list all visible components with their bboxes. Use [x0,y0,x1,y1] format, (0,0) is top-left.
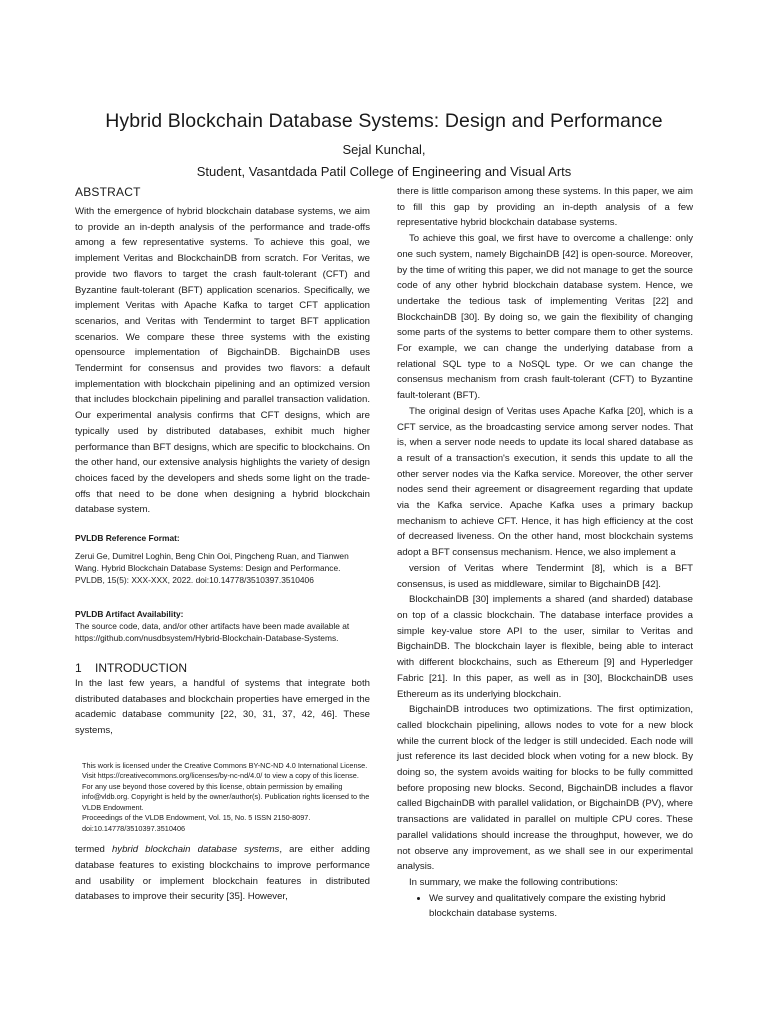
artifact-text: The source code, data, and/or other artifacts have been made available at https://github.com/nusdbsystem/Hybrid-Blockchain-Database-Systems. [75,621,350,644]
right-column [397,184,693,922]
abstract-heading: ABSTRACT [75,185,141,199]
left-column [75,184,370,905]
paper-title: Hybrid Blockchain Database Systems: Design and Performance [105,110,663,132]
right-paragraph-1: there is little comparison among these systems. In this paper, we aim to fill this gap by providing an in-depth analysis of a few representative hybrid blockchain database systems. [397,186,693,229]
right-paragraph-4: version of Veritas where Tendermint [8], which is a BFT consensus, is used as middleware, similar to BigchainDB [42]. [397,562,693,590]
author-name: Sejal Kunchal, [342,142,426,157]
license-footnote [75,761,370,835]
intro-continued-pre: termed [75,844,112,856]
reference-citation: PVLDB, 15(5): XXX-XXX, 2022. doi:10.14778/3510397.3510406 [75,575,314,586]
intro-continued-term: hybrid blockchain database systems [111,844,280,856]
right-paragraph-2: To achieve this goal, we first have to overcome a challenge: only one such system, namely BigchainDB [42] is open-source. Moreover, by the time of writing this paper, we did not manage to get the source code of any other hybrid blockchain database system. Hence, we undertake the tedious task of implementing Veritas [22] and BlockchainDB [30]. By doing so, we gain the flexibility of changing some parts of the systems to better compare them to other systems. For example, we can change the underlying database from a relational SQL type to a NoSQL type. Or we can change the consensus mechanism from crash fault-tolerant (CFT) to Byzantine fault-tolerant (BFT). [397,233,693,402]
intro-continued [75,842,370,905]
author-affiliation: Student, Vasantdada Patil College of Engineering and Visual Arts [196,164,572,179]
intro-number: 1 [75,661,82,676]
right-paragraph-7: In summary, we make the following contributions: [409,876,618,888]
right-paragraph-5: BlockchainDB [30] implements a shared (and sharded) database on top of a classic blockchain. The database interface provides a simple key-value store API to the user, similar to Veritas and BigchainDB. The blockchain layer is flexible, being able to interact with different blockchains, such as Ethereum [9] and Hyperledger Fabric [21]. In this paper, as well as in [30], BlockchainDB uses Ethereum as its underlying blockchain. [397,594,693,700]
intro-continued-post: , are either adding database features to existing blockchains to improve performance and usability or implement blockchain features in distributed databases to improve their security [35]. However, [75,844,370,903]
artifact-heading: PVLDB Artifact Availability: [75,609,184,620]
right-paragraph-6: BigchainDB introduces two optimizations. The first optimization, called blockchain pipelining, allows nodes to vote for a new block while the current block of the ledger is still undecided. Each node will just reference its last decided block when voting for a new block. By doing so, the system avoids waiting for blocks to be fully committed before proposing new blocks. Second, BigchainDB includes a flavor called BigchainDB with parallel validation, or BigchainDB (PV), where transactions are validated in parallel on multiple CPU cores. These parallel validations should increase the throughput, however, we do not observe any improvement, as we shall see in our experimental analysis. [397,704,693,873]
reference-authors: Zerui Ge, Dumitrel Loghin, Beng Chin Ooi, Pingcheng Ruan, and Tianwen Wang. Hybrid Blockchain Database Systems: Design and Performance. [75,551,349,574]
right-paragraph-3: The original design of Veritas uses Apache Kafka [20], which is a CFT service, as the broadcasting service among server nodes. That is, when a server node needs to update its local shared database as a result of a transaction's execution, it sends this update to all the other server nodes via the Kafka service. Moreover, the other server nodes send their agreement or disagreement regarding that update via the Kafka service. Apache Kafka uses a primary backup mechanism to achieve CFT. Hence, it has high efficiency at the cost of decreased liveness. On the other hand, most blockchain systems adopt a BFT consensus mechanism. Hence, we also implement a [397,405,693,559]
contributions-list [397,891,693,922]
footnote-proceedings: Proceedings of the VLDB Endowment, Vol. 15, No. 5 ISSN 2150-8097. [82,813,311,823]
footnote-license: This work is licensed under the Creative Commons BY-NC-ND 4.0 International License. Visit https://creativecommons.org/licenses/by-nc-nd/4.0/ to view a copy of this license. For any use beyond those covered by this license, obtain permission by emailing info@vldb.org. Copyright is held by the owner/author(s). Publication rights licensed to the VLDB Endowment. [82,760,370,812]
contribution-item: • We survey and qualitatively compare the existing hybrid blockchain database systems. [429,891,693,922]
intro-heading [75,660,370,676]
intro-text: In the last few years, a handful of systems that integrate both distributed databases and blockchain properties have emerged in the academic database community [22, 30, 31, 37, 42, 46]. These systems, [75,678,370,737]
footnote-doi: doi:10.14778/3510397.3510406 [82,823,186,833]
abstract-text: With the emergence of hybrid blockchain database systems, we aim to provide an in-depth analysis of the performance and trade-offs among a few representative systems. To achieve this goal, we implement Veritas and BlockchainDB from scratch. For Veritas, we provide two flavors to target the crash fault-tolerant (CFT) and Byzantine fault-tolerant (BFT) application scenarios. Specifically, we implement Veritas with Apache Kafka to target CFT application scenarios, and Veritas with Tendermint to target BFT application scenarios. We compare these three systems with the existing opensource implementation of BigchainDB. BigchainDB uses Tendermint for consensus and provides two flavors: a default implementation with blockchain pipelining and an optimized version that includes blockchain pipelining and parallel transaction validation. Our experimental analysis confirms that CFT designs, which are typically used by distributed databases, exhibit much higher performance than BFT designs, which are specific to blockchains. On the other hand, our extensive analysis highlights the variety of design choices faced by the developers and sheds some light on the trade-offs that need to be done when designing a hybrid blockchain database system. [75,206,370,516]
intro-title: INTRODUCTION [95,661,187,676]
reference-heading: PVLDB Reference Format: [75,533,180,544]
